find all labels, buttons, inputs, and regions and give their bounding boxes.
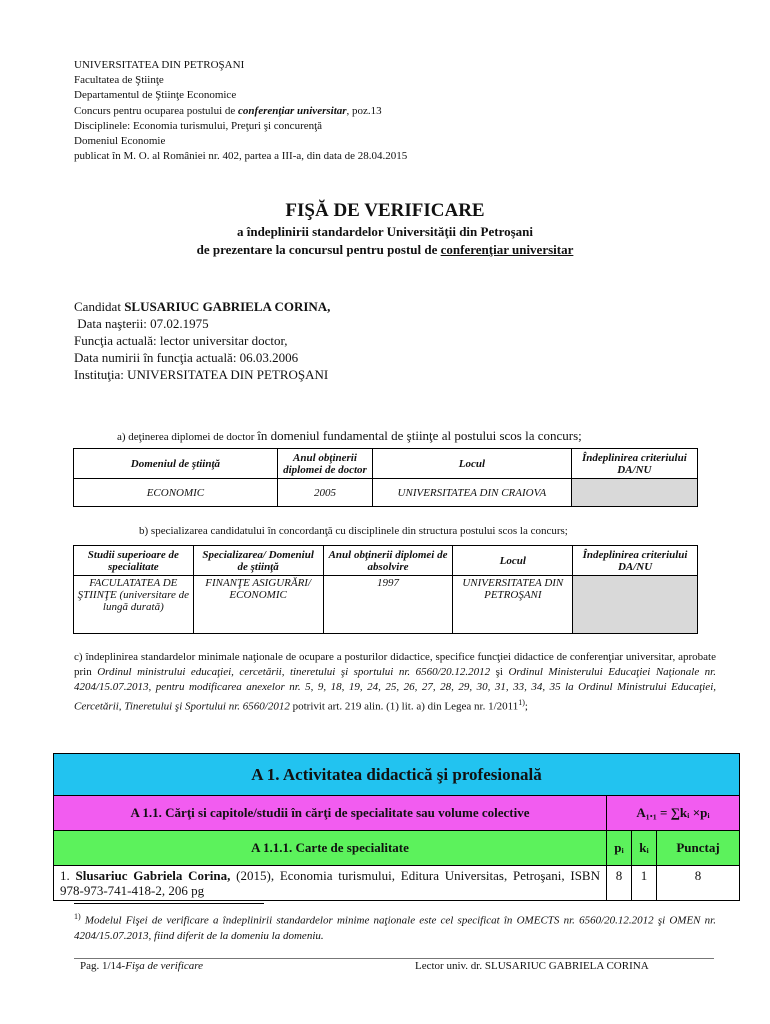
cell-score: 8 — [657, 866, 740, 901]
subsubsection-row — [54, 831, 740, 866]
candidate-info — [74, 298, 330, 383]
cell-k: 1 — [632, 866, 657, 901]
concurs-prefix: Concurs pentru ocuparea postului de — [74, 104, 239, 117]
subsubsection-title: A 1.1.1. Carte de specialitate — [54, 831, 607, 866]
section-c-order-1: Ordinul ministrului educaţiei, cercetării, tineretului şi sportului nr. 6560/20.12.2012 — [97, 666, 491, 678]
col-studies: Studii superioare de specialitate — [74, 546, 194, 576]
page-number-text: Pag. 1/14- — [80, 960, 126, 972]
title-subline-2 — [0, 242, 770, 258]
faculty-line: Facultatea de Ştiinţe — [74, 74, 164, 87]
footnote-text: Modelul Fişei de verificare a îndeplinirii standardelor minime naţionale este cel specificat în OMECTS nr. 6560/20.12.2012 şi OMEN nr. 4204/15.07.2013, fiind diferit de la domeniu la domeniu. — [74, 914, 716, 942]
section-c-end: ; — [524, 700, 528, 713]
col-criterion: Îndeplinirea criteriului DA/NU — [571, 449, 697, 479]
footnote-divider — [74, 903, 264, 904]
section-c-text-3: potrivit art. 219 alin. (1) lit. a) din Legea nr. 1/2011 — [289, 700, 519, 713]
cell-studies: FACULATATEA DE ŞTIINŢE (universitare de lungă durată) — [74, 576, 194, 634]
candidate-name: SLUSARIUC GABRIELA CORINA, — [124, 299, 331, 314]
entry-text: (2015), Economia turismului, Editura Universitas, Petroşani, ISBN 978-973-741-418-2, 206 pg — [60, 868, 600, 898]
document-title: FIŞĂ DE VERIFICARE — [285, 200, 485, 221]
title-position: conferenţiar universitar — [440, 242, 574, 257]
cell-specialization: FINANŢE ASIGURĂRI/ ECONOMIC — [193, 576, 323, 634]
col-place: Locul — [453, 546, 573, 576]
footer-divider — [74, 958, 714, 959]
institution: Instituţia: UNIVERSITATEA DIN PETROŞANI — [74, 367, 329, 382]
table-header-row — [74, 449, 698, 479]
specialization-table — [73, 545, 698, 634]
footnote-ref: 1) — [518, 698, 525, 707]
disciplines-line: Disciplinele: Economia turismului, Preţuri şi concurenţă — [74, 119, 323, 132]
cell-criterion — [571, 479, 697, 507]
activity-table — [53, 753, 740, 901]
col-year: Anul obţinerii diplomei de doctor — [277, 449, 372, 479]
subsection-title: A 1.1. Cărţi si capitole/studii în cărţi de specialitate sau volume colective — [54, 796, 607, 831]
department-line: Departamentul de Ştiinţe Economice — [74, 89, 237, 102]
entry-number: 1. — [60, 868, 76, 883]
section-a-label — [117, 428, 582, 444]
page-number — [80, 960, 203, 972]
table-header-row — [74, 546, 698, 576]
concurs-suffix: , poz.13 — [346, 104, 382, 117]
col-criterion: Îndeplinirea criteriului DA/NU — [573, 546, 698, 576]
activity-title: A 1. Activitatea didactică şi profesională — [54, 754, 740, 796]
col-score: Punctaj — [657, 831, 740, 866]
title-subline-2-prefix: de prezentare la concursul pentru postul de — [196, 242, 441, 257]
section-c-order-2: Ordinul Ministerului Educaţiei Naţionale nr. 4204/15.07.2013, pentru modificarea anexelor nr. 5, 9, 18, 19, 24, 25, 26, 27, 28, 29, 30, 31, 33, 34, 35 la Ordinul Ministrului Educaţiei, Cercetării, Tineretului şi Sportului nr. 6560/2012 — [74, 666, 716, 713]
cell-domain: ECONOMIC — [74, 479, 278, 507]
book-entry — [54, 866, 607, 901]
cell-criterion — [573, 576, 698, 634]
section-b-label: b) specializarea candidatului în concordanţă cu disciplinele din structura postului scos la concurs; — [139, 525, 568, 537]
col-place: Locul — [373, 449, 572, 479]
section-c-text-2: şi — [490, 666, 509, 678]
activity-title-row — [54, 754, 740, 796]
cell-p: 8 — [607, 866, 632, 901]
table-row — [54, 866, 740, 901]
appointment-date: Data numirii în funcţia actuală: 06.03.2006 — [74, 350, 299, 365]
section-c-text-1: c) îndeplinirea standardelor minimale naţionale de ocupare a posturilor didactice, specifice funcţiei didactice de conferenţiar universitar, aprobate prin — [74, 651, 716, 678]
footnote — [74, 909, 716, 944]
section-a-label-small: a) deţinerea diplomei de doctor — [117, 431, 258, 443]
subsection-row — [54, 796, 740, 831]
document-header — [74, 58, 407, 164]
section-c-paragraph — [74, 650, 716, 715]
section-a-label-big: în domeniul fundamental de ştiinţe al postului scos la concurs; — [257, 428, 582, 443]
domain-line: Domeniul Economie — [74, 135, 166, 148]
candidate-line — [74, 298, 330, 315]
footer-signature: Lector univ. dr. SLUSARIUC GABRIELA CORINA — [415, 960, 649, 972]
birth-date: Data naşterii: 07.02.1975 — [74, 316, 209, 331]
candidate-label: Candidat — [74, 299, 125, 314]
publication-line: publicat în M. O. al României nr. 402, partea a III-a, din data de 28.04.2015 — [74, 150, 408, 163]
col-year: Anul obţinerii diplomei de absolvire — [323, 546, 453, 576]
subsection-formula: A₁.₁ = ∑kᵢ ×pᵢ — [607, 796, 740, 831]
concurs-line — [74, 104, 407, 119]
col-specialization: Specializarea/ Domeniul de ştiinţă — [193, 546, 323, 576]
university-line: UNIVERSITATEA DIN PETROŞANI — [74, 59, 245, 71]
table-row — [74, 479, 698, 507]
table-row — [74, 576, 698, 634]
cell-year: 2005 — [277, 479, 372, 507]
cell-place: UNIVERSITATEA DIN PETROŞANI — [453, 576, 573, 634]
current-function: Funcţia actuală: lector universitar doctor, — [74, 333, 288, 348]
cell-place: UNIVERSITATEA DIN CRAIOVA — [373, 479, 572, 507]
doctor-diploma-table — [73, 448, 698, 507]
col-domain: Domeniul de ştiinţă — [74, 449, 278, 479]
col-k: kᵢ — [632, 831, 657, 866]
page-doc-name: Fişa de verificare — [125, 960, 204, 972]
title-subline-1: a îndeplinirii standardelor Universităţii din Petroşani — [236, 224, 534, 239]
footnote-marker: 1) — [74, 912, 81, 921]
cell-year: 1997 — [323, 576, 453, 634]
concurs-position: conferenţiar universitar — [238, 104, 347, 117]
col-p: pᵢ — [607, 831, 632, 866]
entry-author: Slusariuc Gabriela Corina, — [75, 868, 231, 883]
